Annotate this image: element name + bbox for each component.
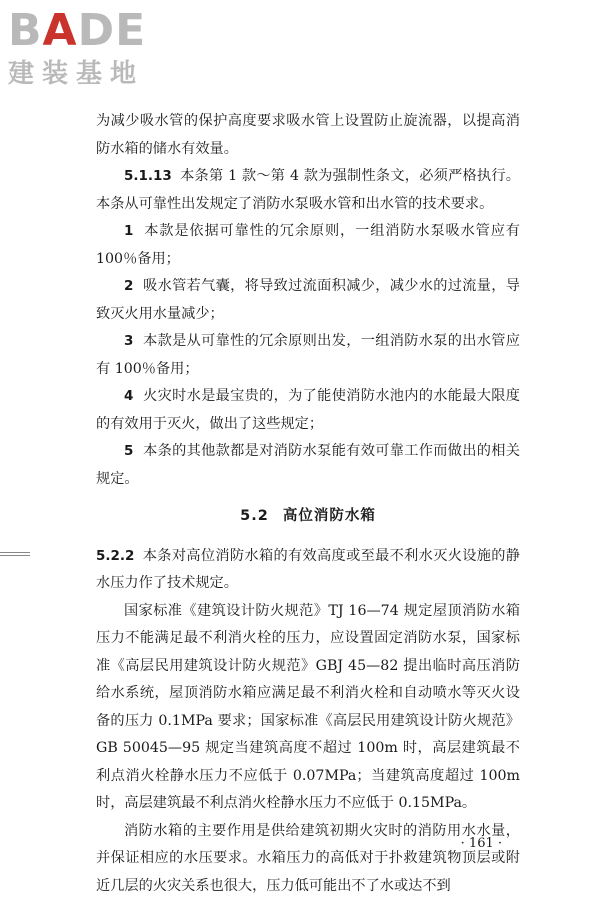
list-item [96, 218, 520, 273]
item-text: 火灾时水是最宝贵的，为了能使消防水池内的水能最大限度的有效用于灭火，做出了这些规定； [96, 388, 520, 432]
clause-5-1-13 [96, 163, 520, 218]
margin-mark [0, 552, 30, 558]
section-heading [96, 503, 520, 531]
document-body [96, 108, 520, 900]
item-number: 2 [124, 278, 134, 294]
item-text: 本条的其他款都是对消防水泵能有效可靠工作而做出的相关规定。 [96, 443, 520, 487]
page-number: · 161 · [460, 836, 502, 851]
logo-letter-b: B [8, 5, 43, 56]
item-number: 4 [124, 388, 134, 404]
margin-mark-line [0, 555, 30, 556]
item-text: 本款是从可靠性的冗余原则出发，一组消防水泵的出水管应有 100％备用； [96, 333, 520, 377]
section-title: 高位消防水箱 [282, 508, 376, 524]
section-number: 5.2 [240, 508, 269, 524]
logo-letter-a: A [42, 5, 78, 56]
paragraph: 消防水箱的主要作用是供给建筑初期火灾时的消防用水水量，并保证相应的水压要求。水箱压力的高低对于扑救建筑物顶层或附近几层的火灾关系也很大，压力低可能出不了水或达不到 [96, 822, 520, 894]
paragraph: 国家标准《建筑设计防火规范》TJ 16—74 规定屋顶消防水箱压力不能满足最不利消火栓的压力，应设置固定消防水泵，国家标准《高层民用建筑设计防火规范》GBJ 45—82 提出临时高压消防给水系统，屋顶消防水箱应满足最不利消火栓和自动喷水等灭火设备的压力 0.1MPa 要求；国家标准《高层民用建筑设计防火规范》GB 50045—95 规定当建筑高度不超过 100m 时，高层建筑最不利点消火栓静水压力不应低于 0.07MPa；当建筑高度超过 100m 时，高层建筑最不利点消火栓静水压力不应低于 0.15MPa。 [96, 602, 520, 811]
item-number: 1 [124, 223, 134, 239]
bade-logo [8, 6, 178, 96]
item-number: 5 [124, 443, 134, 459]
list-item [96, 328, 520, 383]
item-text: 吸水管若气囊，将导致过流面积减少，减少水的过流量，导致灭火用水量减少； [96, 278, 520, 322]
clause-text: 本条对高位消防水箱的有效高度或至最不利水灭火设施的静水压力作了技术规定。 [96, 547, 520, 591]
clause-5-2-2 [96, 543, 520, 598]
logo-subtitle: 建装基地 [8, 59, 145, 89]
list-item [96, 273, 520, 328]
list-item [96, 383, 520, 438]
clause-text: 本条第 1 款～第 4 款为强制性条文，必须严格执行。本条从可靠性出发规定了消防水泵吸水管和出水管的技术要求。 [96, 168, 520, 212]
clause-number: 5.2.2 [96, 547, 135, 564]
logo-letters-de: DE [77, 5, 147, 56]
paragraph-continued: 为减少吸水管的保护高度要求吸水管上设置防止旋流器，以提高消防水箱的储水有效量。 [96, 113, 520, 157]
margin-mark-line [0, 552, 30, 553]
clause-number: 5.1.13 [124, 168, 172, 184]
item-number: 3 [124, 333, 134, 349]
item-text: 本款是依据可靠性的冗余原则，一组消防水泵吸水管应有100％备用； [96, 223, 520, 267]
logo-wordmark [8, 6, 178, 56]
list-item [96, 438, 520, 493]
